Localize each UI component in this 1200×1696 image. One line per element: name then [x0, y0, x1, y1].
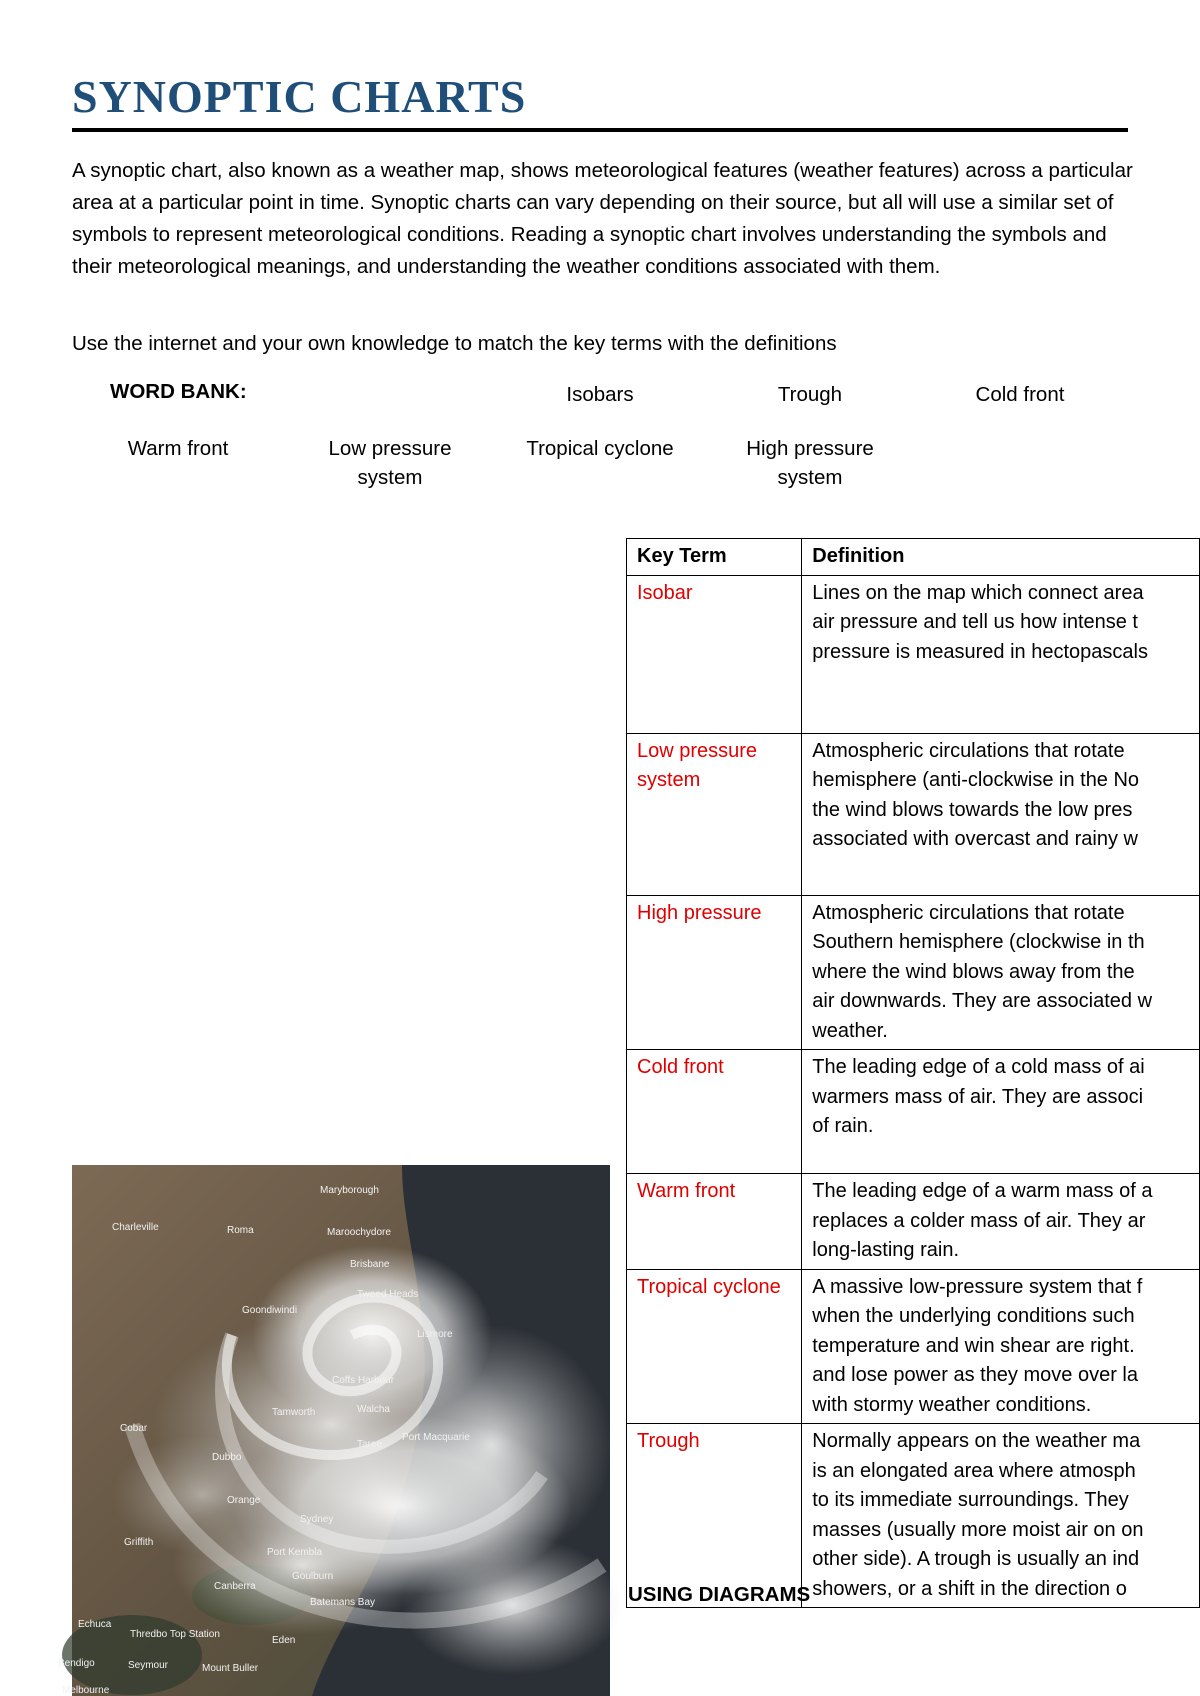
word-bank-item: Low pressure system	[328, 437, 452, 489]
definition-line: with stormy weather conditions.	[812, 1393, 1092, 1416]
place-label: Lismore	[417, 1329, 453, 1340]
place-label: Echuca	[78, 1619, 112, 1630]
table-header-definition: Definition	[802, 539, 1200, 576]
table-row	[627, 895, 1200, 1050]
intro-paragraph: A synoptic chart, also known as a weather map, shows meteorological features (weather features) across a particular area at a particular point in time. Synoptic charts can vary depending on their source, but all will use a similar set of symbols to represent meteorological conditions. Reading a synoptic chart involves understanding the symbols and their meteorological meanings, and understanding the weather conditions associated with them.	[72, 159, 1133, 278]
place-label: Orange	[227, 1495, 261, 1506]
definition-line: where the wind blows away from the	[812, 960, 1135, 983]
definition-line: associated with overcast and rainy w	[812, 828, 1138, 850]
place-label: Melbourne	[62, 1685, 110, 1696]
satellite-image-graphic	[58, 1165, 610, 1696]
key-term: High pressure	[627, 895, 802, 1050]
definition-line: Lines on the map which connect area	[812, 581, 1144, 604]
table-row	[627, 1174, 1200, 1270]
satellite-image	[58, 1165, 610, 1696]
word-bank-item: Trough	[777, 383, 843, 406]
key-term: Trough	[627, 1424, 802, 1608]
place-label: Goondiwindi	[242, 1305, 298, 1316]
definition-cell	[802, 1424, 1200, 1608]
table-row	[627, 1424, 1200, 1608]
place-label: Cobar	[120, 1423, 148, 1434]
place-label: Brisbane	[350, 1259, 390, 1270]
definition-cell	[802, 575, 1200, 733]
place-label: Maryborough	[320, 1185, 379, 1196]
definition-line: air downwards. They are associated w	[812, 990, 1153, 1012]
place-label: Dubbo	[212, 1452, 242, 1463]
place-label: Port Macquarie	[402, 1432, 470, 1443]
place-label: Coffs Harbour	[332, 1375, 395, 1386]
place-label: Charleville	[112, 1222, 159, 1233]
key-term: Isobar	[627, 575, 802, 733]
definition-cell	[802, 1050, 1200, 1174]
definition-cell	[802, 733, 1200, 895]
definition-line: showers, or a shift in the direction o	[812, 1577, 1127, 1600]
word-bank-item: Isobars	[566, 383, 634, 406]
place-label: Canberra	[214, 1581, 256, 1592]
definition-line: A massive low-pressure system that f	[812, 1275, 1143, 1298]
place-label: Maroochydore	[327, 1227, 391, 1238]
definition-line: long-lasting rain.	[812, 1239, 959, 1261]
definition-line: other side). A trough is usually an ind	[812, 1548, 1140, 1570]
place-label: Tweed Heads	[357, 1289, 419, 1300]
definition-line: of rain.	[812, 1115, 874, 1137]
definition-line: Atmospheric circulations that rotate	[812, 901, 1125, 924]
place-label: Walcha	[357, 1404, 390, 1415]
word-bank-label: WORD BANK:	[110, 380, 247, 403]
table-row	[627, 1269, 1200, 1424]
definition-line: to its immediate surroundings. They	[812, 1489, 1129, 1511]
word-bank-item: Cold front	[975, 383, 1065, 406]
key-term: Tropical cyclone	[627, 1269, 802, 1424]
definition-line: replaces a colder mass of air. They ar	[812, 1209, 1146, 1232]
definition-line: hemisphere (anti-clockwise in the No	[812, 769, 1140, 791]
table-row	[627, 733, 1200, 895]
definition-cell	[802, 1174, 1200, 1270]
definition-line: Southern hemisphere (clockwise in th	[812, 931, 1145, 953]
table-row	[627, 575, 1200, 733]
definition-line: warmers mass of air. They are associ	[812, 1085, 1144, 1108]
using-diagrams-heading: USING DIAGRAMS	[628, 1583, 811, 1606]
definition-line: temperature and win shear are right.	[812, 1334, 1135, 1357]
definition-cell	[802, 1269, 1200, 1424]
definition-line: masses (usually more moist air on on	[812, 1518, 1144, 1541]
place-label: Mount Buller	[202, 1663, 259, 1674]
page-title: SYNOPTIC CHARTS	[72, 71, 527, 122]
place-label: Batemans Bay	[310, 1597, 376, 1608]
place-label: Thredbo Top Station	[130, 1629, 220, 1640]
word-bank-item: Tropical cyclone	[526, 437, 674, 460]
definition-line: Normally appears on the weather ma	[812, 1430, 1141, 1452]
place-label: Sydney	[300, 1514, 334, 1525]
definition-line: is an elongated area where atmosph	[812, 1459, 1136, 1482]
definition-line: The leading edge of a cold mass of ai	[812, 1056, 1145, 1078]
definitions-table	[626, 538, 1200, 1608]
definition-line: the wind blows towards the low pres	[812, 798, 1133, 821]
instruction-text: Use the internet and your own knowledge to match the key terms with the definitions	[72, 332, 837, 355]
definition-line: and lose power as they move over la	[812, 1364, 1138, 1386]
place-label: Roma	[227, 1225, 254, 1236]
definition-cell	[802, 895, 1200, 1050]
place-label: Eden	[272, 1635, 296, 1646]
title-underline	[72, 128, 1128, 132]
definition-line: weather.	[812, 1019, 888, 1042]
table-row	[627, 1050, 1200, 1174]
place-label: Tamworth	[272, 1407, 316, 1418]
definition-line: Atmospheric circulations that rotate	[812, 739, 1125, 762]
key-term: Warm front	[627, 1174, 802, 1270]
place-label: Bendigo	[58, 1658, 95, 1669]
place-label: Port Kembla	[267, 1547, 323, 1558]
definition-line: air pressure and tell us how intense t	[812, 611, 1138, 633]
word-bank-item: Warm front	[127, 437, 229, 460]
place-label: Seymour	[128, 1660, 169, 1671]
definition-line: when the underlying conditions such	[812, 1305, 1135, 1327]
word-bank-item: High pressure system	[746, 437, 874, 489]
place-label: Griffith	[124, 1537, 154, 1548]
key-term: Low pressure system	[627, 733, 802, 895]
place-label: Goulburn	[292, 1571, 334, 1582]
definition-line: pressure is measured in hectopascals	[812, 640, 1148, 663]
table-header-key-term: Key Term	[627, 539, 802, 576]
key-term: Cold front	[627, 1050, 802, 1174]
place-label: Taree	[357, 1439, 383, 1450]
definition-line: The leading edge of a warm mass of a	[812, 1180, 1153, 1202]
